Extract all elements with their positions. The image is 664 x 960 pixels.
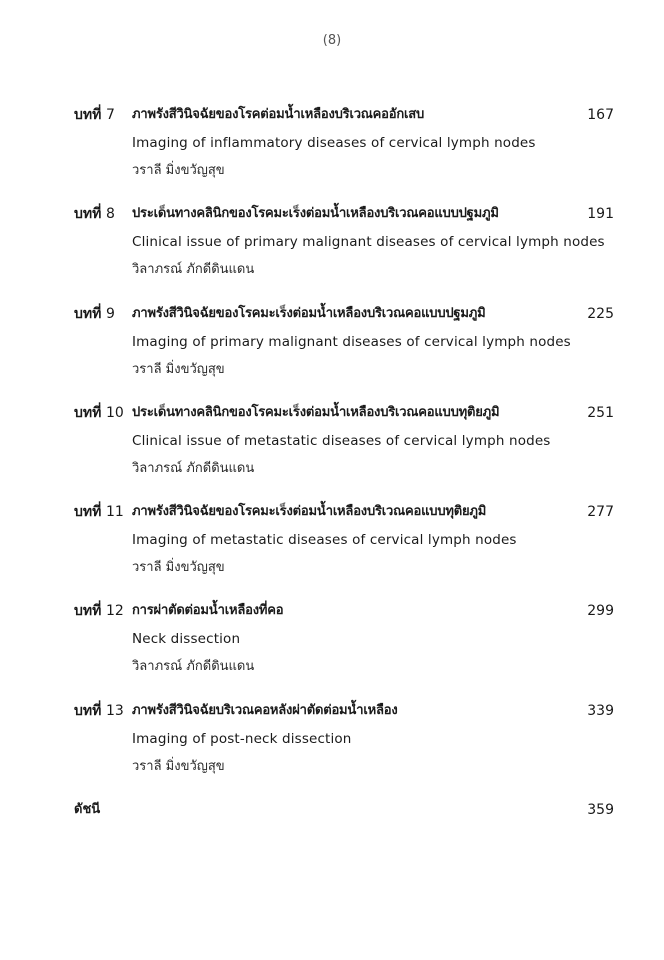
chapter-author: วราลี มิ่งขวัญสุข <box>132 361 225 377</box>
chapter-title-row <box>74 201 614 227</box>
chapter-english-row <box>74 428 614 454</box>
toc-entry-chapter-8 <box>74 201 614 300</box>
chapter-author-row <box>74 257 614 283</box>
chapter-author-row <box>74 555 614 581</box>
chapter-thai-title: ภาพรังสีวินิจฉัยของโรคมะเร็งต่อมน้ำเหลืองบริเวณคอแบบทุติยภูมิ <box>132 504 487 520</box>
chapter-english-title: Clinical issue of primary malignant diseases of cervical lymph nodes <box>132 234 605 251</box>
chapter-number: 12 <box>106 603 124 620</box>
chapter-author: วิลาภรณ์ ภักดีดินแดน <box>132 262 255 278</box>
chapter-author-row <box>74 357 614 383</box>
chapter-label: บทที่ <box>74 404 102 421</box>
chapter-english-row <box>74 229 614 255</box>
index-page-number: 359 <box>587 802 614 819</box>
toc-entry-chapter-10 <box>74 400 614 499</box>
chapter-page-number: 339 <box>587 702 614 719</box>
chapter-page-number: 277 <box>587 504 614 521</box>
chapter-thai-title: ประเด็นทางคลินิกของโรคมะเร็งต่อมน้ำเหลืองบริเวณคอแบบปฐมภูมิ <box>132 206 499 222</box>
chapter-label: บทที่ <box>74 603 102 620</box>
chapter-author: วราลี มิ่งขวัญสุข <box>132 163 225 178</box>
chapter-label: บทที่ <box>74 107 102 123</box>
toc-entry-chapter-13 <box>74 698 614 797</box>
chapter-number: 11 <box>106 504 124 521</box>
chapter-label: บทที่ <box>74 305 102 322</box>
chapter-author-row <box>74 654 614 680</box>
chapter-number: 9 <box>106 305 115 322</box>
chapter-page-number: 299 <box>587 603 614 620</box>
chapter-number: 7 <box>106 107 115 123</box>
chapter-english-row <box>74 527 614 553</box>
chapter-page-number: 191 <box>587 206 614 223</box>
chapter-number: 8 <box>106 206 115 223</box>
chapter-title-row <box>74 301 614 327</box>
chapter-author-row <box>74 754 614 780</box>
chapter-page-number: 167 <box>587 107 614 123</box>
chapter-english-title: Clinical issue of metastatic diseases of cervical lymph nodes <box>132 432 551 449</box>
table-of-contents <box>74 102 614 823</box>
page-number: (8) <box>322 33 342 48</box>
chapter-thai-title: ประเด็นทางคลินิกของโรคมะเร็งต่อมน้ำเหลืองบริเวณคอแบบทุติยภูมิ <box>132 404 500 420</box>
chapter-english-row <box>74 626 614 652</box>
chapter-title-row <box>74 598 614 624</box>
chapter-author-row <box>74 456 614 482</box>
chapter-english-row <box>74 726 614 752</box>
chapter-english-title: Neck dissection <box>132 631 241 648</box>
chapter-author: วราลี มิ่งขวัญสุข <box>132 758 225 774</box>
chapter-number: 13 <box>106 702 124 719</box>
chapter-english-row <box>74 130 614 156</box>
chapter-author: วิลาภรณ์ ภักดีดินแดน <box>132 659 255 675</box>
chapter-author-row <box>74 158 614 184</box>
chapter-label: บทที่ <box>74 206 102 223</box>
chapter-title-row <box>74 499 614 525</box>
chapter-title-row <box>74 698 614 724</box>
chapter-thai-title: ภาพรังสีวินิจฉัยของโรคมะเร็งต่อมน้ำเหลืองบริเวณคอแบบปฐมภูมิ <box>132 305 486 321</box>
chapter-author: วราลี มิ่งขวัญสุข <box>132 560 225 576</box>
chapter-page-number: 251 <box>587 404 614 421</box>
chapter-english-title: Imaging of inflammatory diseases of cervical lymph nodes <box>132 135 536 151</box>
chapter-page-number: 225 <box>587 305 614 322</box>
chapter-english-row <box>74 329 614 355</box>
index-label: ดัชนี <box>74 802 101 818</box>
chapter-author: วิลาภรณ์ ภักดีดินแดน <box>132 460 255 476</box>
toc-entry-chapter-9 <box>74 301 614 400</box>
chapter-title-row <box>74 400 614 426</box>
toc-entry-chapter-11 <box>74 499 614 598</box>
chapter-title-row <box>74 102 614 128</box>
chapter-english-title: Imaging of post-neck dissection <box>132 730 352 747</box>
chapter-thai-title: ภาพรังสีวินิจฉัยของโรคต่อมน้ำเหลืองบริเวณคออักเสบ <box>132 107 425 122</box>
chapter-thai-title: ภาพรังสีวินิจฉัยบริเวณคอหลังผ่าตัดต่อมน้ำเหลือง <box>132 702 398 718</box>
chapter-english-title: Imaging of metastatic diseases of cervical lymph nodes <box>132 532 517 549</box>
chapter-label: บทที่ <box>74 504 102 521</box>
toc-entry-index <box>74 797 614 823</box>
chapter-number: 10 <box>106 404 124 421</box>
toc-entry-chapter-12 <box>74 598 614 697</box>
chapter-thai-title: การผ่าตัดต่อมน้ำเหลืองที่คอ <box>132 603 284 619</box>
chapter-label: บทที่ <box>74 702 102 719</box>
toc-entry-chapter-7 <box>74 102 614 201</box>
chapter-english-title: Imaging of primary malignant diseases of cervical lymph nodes <box>132 333 571 350</box>
